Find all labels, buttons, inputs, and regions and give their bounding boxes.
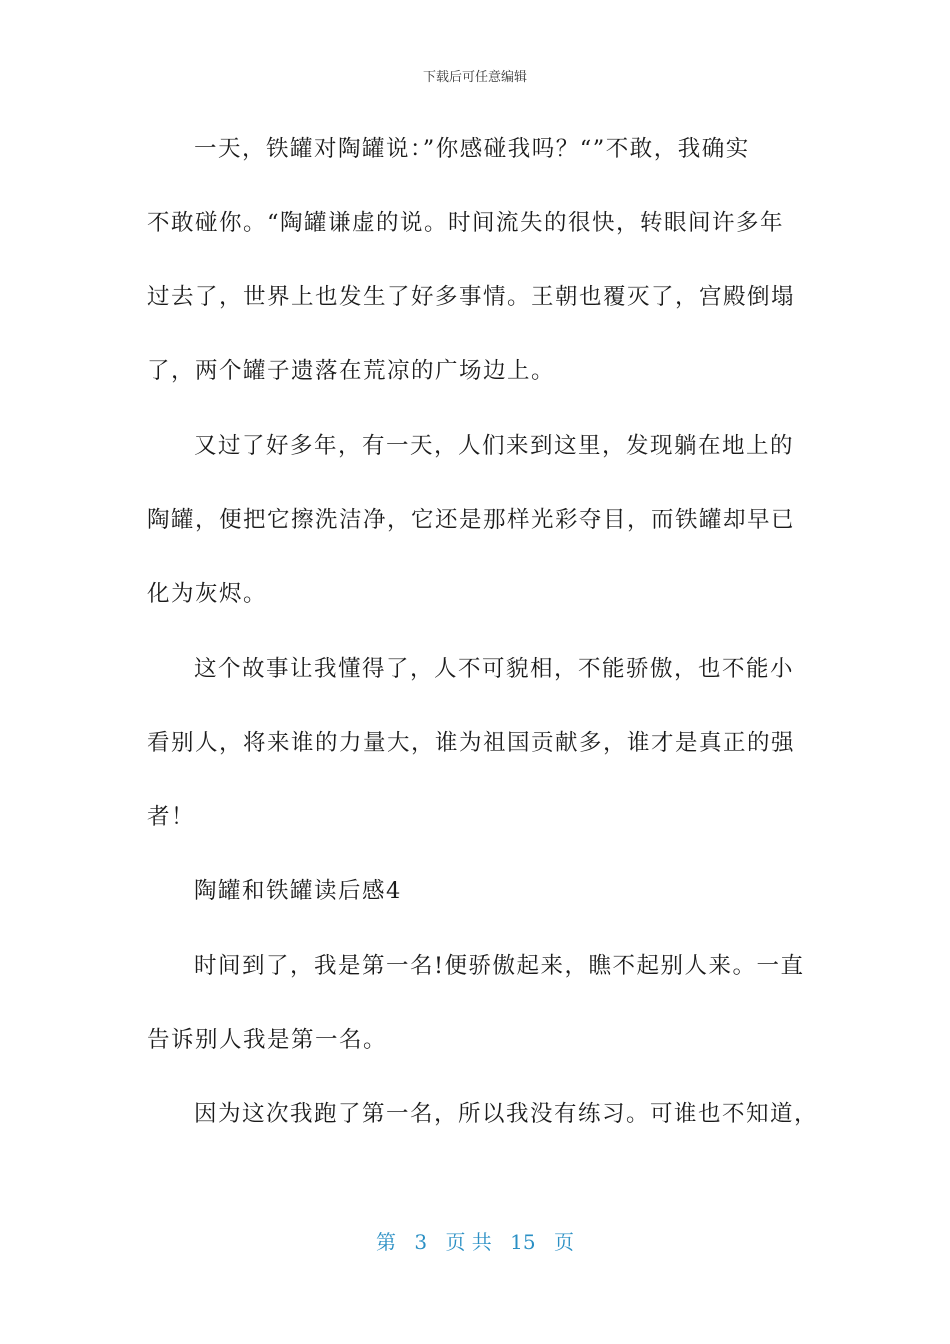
current-page-number: 3 — [414, 1230, 428, 1254]
text-line: 看别人，将来谁的力量大，谁为祖国贡献多，谁才是真正的强 — [147, 730, 796, 756]
text-line: 不敢碰你。“陶罐谦虚的说。时间流失的很快，转眼间许多年 — [147, 210, 785, 236]
text-line: 了，两个罐子遗落在荒凉的广场边上。 — [147, 358, 556, 384]
text-line: 这个故事让我懂得了，人不可貌相，不能骄傲，也不能小 — [194, 656, 795, 682]
footer-suffix: 页 — [553, 1230, 574, 1254]
text-line: 又过了好多年，有一天，人们来到这里，发现躺在地上的 — [194, 433, 795, 459]
text-line: 时间到了，我是第一名!便骄傲起来，瞧不起别人来。一直 — [194, 953, 805, 979]
text-line: 化为灰烬。 — [147, 581, 268, 607]
section-heading: 陶罐和铁罐读后感4 — [194, 878, 402, 904]
footer-prefix: 第 — [376, 1230, 396, 1254]
text-line: 过去了，世界上也发生了好多事情。王朝也覆灭了，宫殿倒塌 — [147, 284, 796, 310]
text-line: 陶罐，便把它擦洗洁净，它还是那样光彩夺目，而铁罐却早已 — [147, 507, 796, 533]
page-header: 下载后可任意编辑 — [422, 70, 527, 85]
footer-middle: 页 共 — [445, 1230, 492, 1254]
text-line: 一天，铁罐对陶罐说：”你感碰我吗？“”不敢，我确实 — [194, 136, 750, 162]
text-line: 因为这次我跑了第一名，所以我没有练习。可谁也不知道， — [194, 1101, 819, 1127]
page-footer — [0, 1226, 950, 1255]
total-page-count: 15 — [510, 1230, 536, 1254]
text-line: 告诉别人我是第一名。 — [147, 1027, 388, 1053]
text-line: 者！ — [147, 804, 196, 830]
